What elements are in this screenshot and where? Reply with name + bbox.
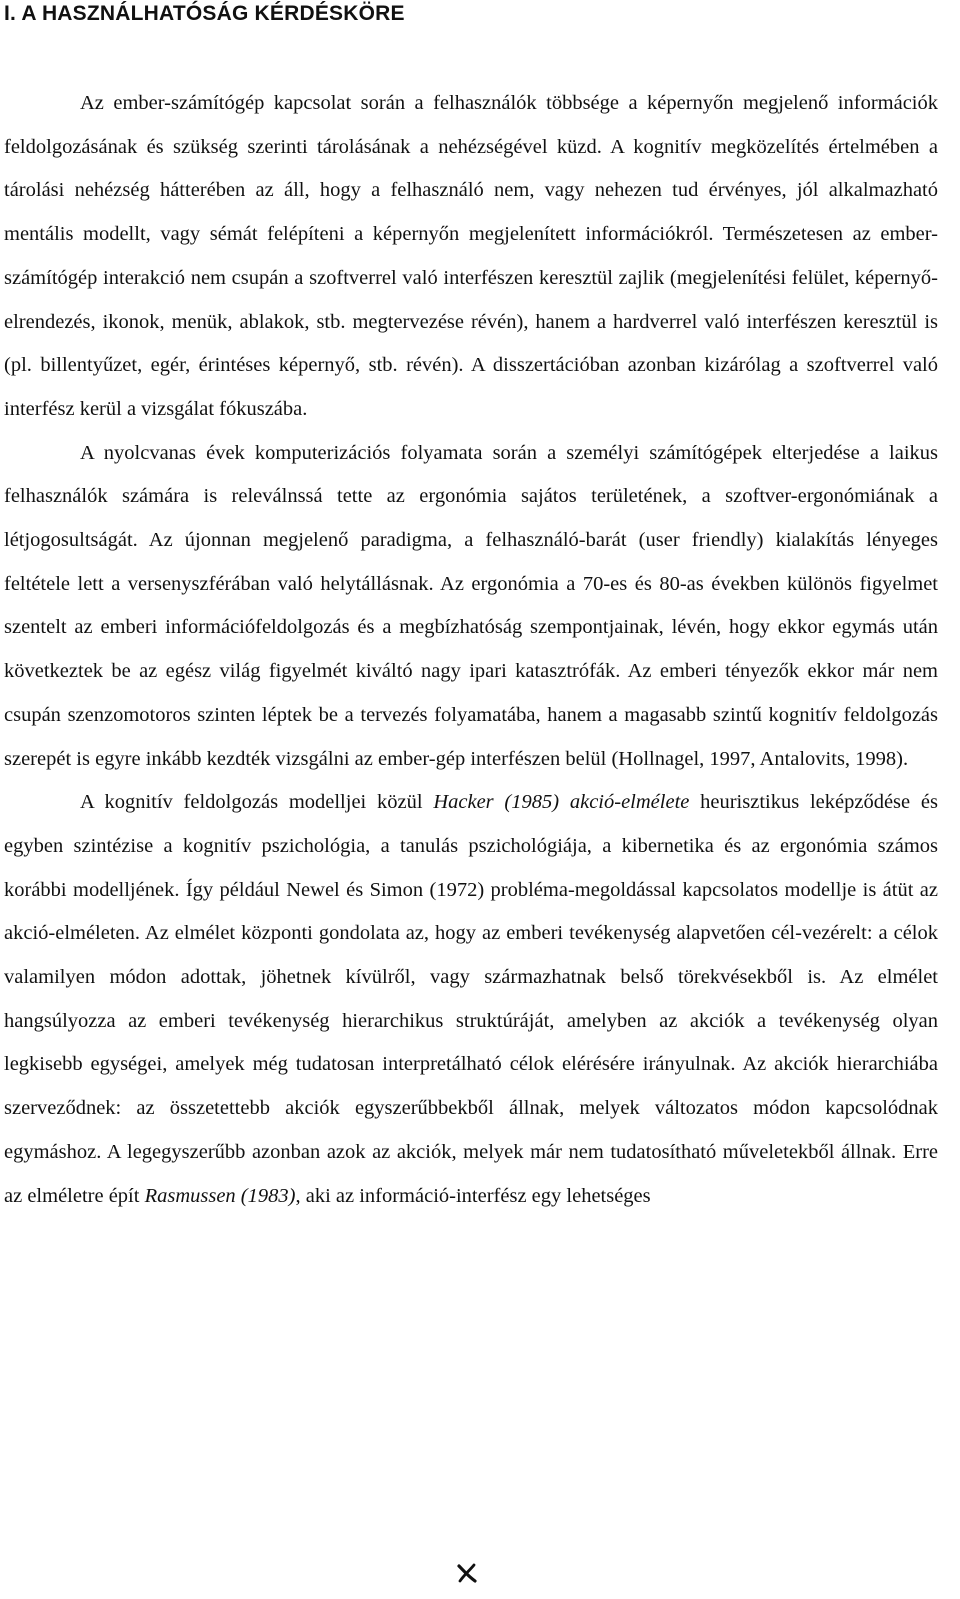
cross-mark-icon (456, 1562, 478, 1584)
paragraph-3-intro: A kognitív feldolgozás modelljei közül (80, 791, 434, 814)
paragraph-2: A nyolcvanas évek komputerizációs folyamata során a személyi számítógépek elterjedése a laikus felhasználók számára is releválnssá tette az ergonómia sajátos területének, a szoftver-ergonómiának a létjogosultságát. Az újonnan megjelenő paradigma, a felhasználó-barát (user friendly) kialakítás lényeges feltétele lett a versenyszférában való helytállásnak. Az ergonómia a 70-es és 80-as években különös figyelmet szentelt az emberi információfeldolgozás és a megbízhatóság szempontjainak, lévén, hogy ekkor egymás után következtek be az egész világ figyelmét kiváltó nagy ipari katasztrófák. Az emberi tényezők ekkor már nem csupán szenzomotoros szinten léptek be a tervezés folyamatába, hanem a magasabb szintű kognitív feldolgozás szerepét is egyre inkább kezdték vizsgálni az ember-gép interfészen belül (Hollnagel, 1997, Antalovits, 1998). (4, 441, 938, 770)
paragraph-3 (4, 781, 938, 1218)
paragraph-3-end: , aki az információ-interfész egy lehetséges (295, 1184, 651, 1207)
paragraph-3-body: heurisztikus leképződése és egyben szintézise a kognitív pszichológia, a tanulás pszichológiája, a kibernetika és az ergonómia számos korábbi modelljének. Így például Newel és Simon (1972) probléma-megoldással kapcsolatos modellje is átüt az akció-elméleten. Az elmélet központi gondolata az, hogy az emberi tevékenység alapvetően cél-vezérelt: a célok valamilyen módon adottak, jöhetnek kívülről, vagy származhatnak belső törekvésekből is. Az elmélet hangsúlyozza az emberi tevékenység hierarchikus struktúráját, amelyben az akciók a tevékenység olyan legkisebb egységei, amelyek még tudatosan interpretálható célok elérésére irányulnak. Az akciók hierarchiába szerveződnek: az összetettebb akciók egyszerűbbekből állnak, melyek változatos módon kapcsolódnak egymáshoz. A legegyszerűbb azonban azok az akciók, melyek már nem tudatosítható műveletekből állnak. Erre az elméletre épít (4, 791, 938, 1207)
chapter-heading: I. A HASZNÁLHATÓSÁG KÉRDÉSKÖRE (4, 2, 405, 25)
paragraph-1: Az ember-számítógép kapcsolat során a felhasználók többsége a képernyőn megjelenő információk feldolgozásának és szükség szerinti tárolásának a nehézségével küzd. A kognitív megközelítés értelmében a tárolási nehézség hátterében az áll, hogy a felhasználó nem, vagy nehezen tud érvényes, jól alkalmazható mentális modellt, vagy sémát felépíteni a képernyőn megjelenített információkról. Természetesen az ember-számítógép interakció nem csupán a szoftverrel való interfészen keresztül zajlik (megjelenítési felület, képernyő-elrendezés, ikonok, menük, ablakok, stb. megtervezése révén), hanem a hardverrel való interfészen keresztül is (pl. billentyűzet, egér, érintéses képernyő, stb. révén). A disszertációban azonban kizárólag a szoftverrel való interfész kerül a vizsgálat fókuszába. (4, 92, 938, 420)
body-text (4, 82, 938, 1218)
citation-hacker: Hacker (1985) akció-elmélete (433, 791, 690, 814)
citation-rasmussen: Rasmussen (1983) (144, 1184, 296, 1207)
